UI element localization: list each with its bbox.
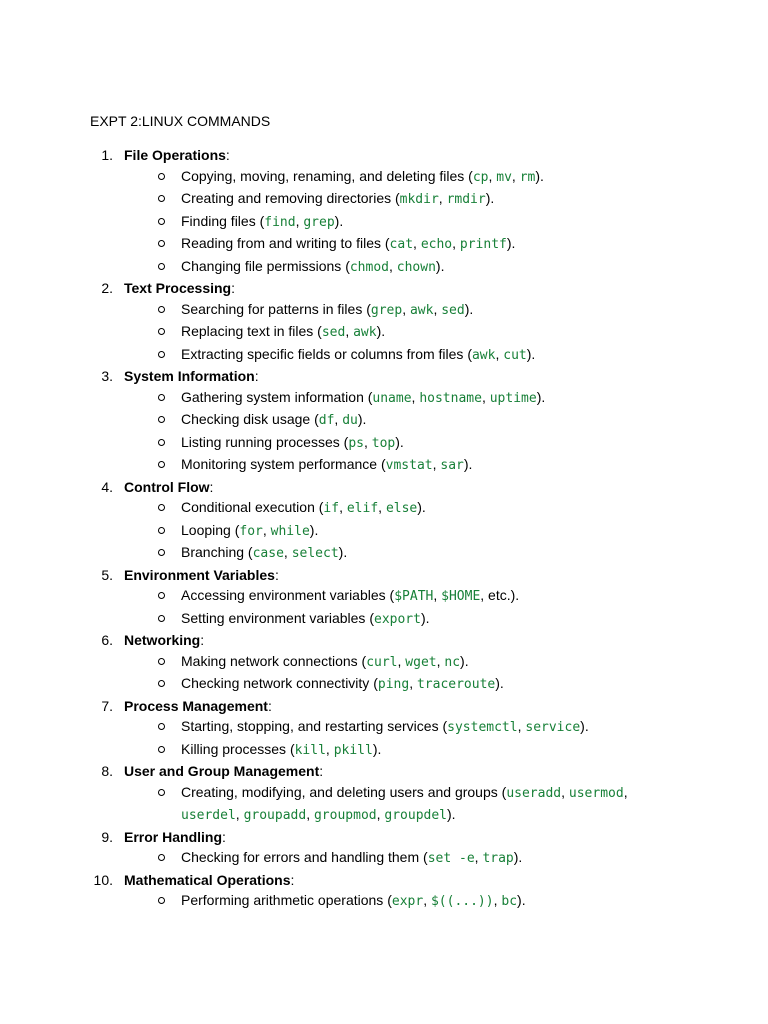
document-title: EXPT 2:LINUX COMMANDS	[90, 113, 271, 129]
hollow-circle-bullet-icon	[0, 782, 181, 804]
command-code: nc	[444, 654, 461, 670]
text-segment: ,	[334, 411, 343, 427]
text-segment: ,	[481, 388, 490, 405]
hollow-circle-bullet-icon	[0, 432, 181, 454]
hollow-circle-bullet-icon	[0, 256, 181, 278]
command-code: ps	[348, 435, 364, 451]
list-item	[0, 542, 768, 565]
list-item-text	[181, 432, 641, 455]
text-segment: Starting, stopping, and restarting services (	[181, 718, 448, 734]
text-segment: Checking for errors and handling them (	[181, 849, 428, 865]
list-item-text	[181, 716, 641, 739]
list-item	[0, 432, 768, 455]
text-segment: ,	[511, 167, 520, 184]
hollow-circle-bullet-icon	[0, 585, 181, 607]
text-segment: ,	[295, 212, 304, 229]
text-segment: ).	[334, 212, 344, 229]
section-title: Networking	[124, 632, 201, 648]
command-code: chmod	[349, 259, 389, 275]
list-item-text	[181, 299, 641, 322]
text-segment: ).	[460, 652, 469, 669]
command-code: wget	[405, 654, 437, 670]
text-segment: ,	[378, 499, 386, 515]
text-segment: ).	[420, 609, 430, 626]
list-item	[0, 233, 768, 256]
text-segment: Gathering system information (	[181, 388, 373, 405]
text-segment: Reading from and writing to files (	[181, 235, 390, 251]
list-item	[0, 256, 768, 279]
outline-section	[0, 761, 768, 827]
text-segment: ,	[339, 499, 347, 515]
text-segment: Monitoring system performance (	[181, 456, 386, 472]
section-number: 1.	[101, 147, 113, 163]
command-code: sar	[440, 458, 464, 473]
sub-list	[0, 166, 768, 279]
section-heading	[0, 696, 768, 717]
text-segment: , etc.).	[480, 587, 520, 603]
text-segment: ,	[495, 345, 504, 362]
hollow-circle-bullet-icon	[0, 454, 181, 476]
numbered-outline	[0, 145, 768, 913]
list-item-text	[181, 454, 641, 477]
text-segment: ).	[513, 849, 523, 865]
section-title: Control Flow	[124, 478, 210, 495]
command-code: hostname	[419, 390, 482, 406]
list-item-text	[181, 890, 641, 913]
command-code: groupadd	[243, 808, 307, 823]
list-item-text	[181, 321, 641, 344]
text-segment: Listing running processes (	[181, 433, 349, 450]
text-segment: ,	[397, 652, 406, 669]
section-title: File Operations	[124, 147, 226, 163]
command-code: grep	[303, 214, 335, 230]
hollow-circle-bullet-icon	[0, 608, 181, 630]
outline-section	[0, 696, 768, 762]
hollow-circle-bullet-icon	[0, 321, 181, 343]
list-item-text	[181, 608, 641, 631]
command-code: du	[342, 413, 358, 428]
section-heading	[0, 827, 768, 848]
hollow-circle-bullet-icon	[0, 188, 181, 210]
text-segment: ).	[357, 411, 367, 427]
list-item-text	[181, 520, 641, 543]
command-code: trap	[482, 851, 514, 866]
command-code: for	[239, 523, 263, 539]
command-code: cat	[389, 237, 414, 252]
text-segment: ,	[438, 190, 447, 206]
section-heading	[0, 761, 768, 782]
section-title: Process Management	[124, 697, 268, 714]
text-segment: ,	[488, 167, 497, 184]
command-code: grep	[370, 302, 403, 318]
section-title: Text Processing	[124, 280, 232, 296]
list-item-text	[181, 651, 641, 674]
section-number: 7.	[101, 697, 113, 714]
command-code: top	[371, 435, 396, 451]
command-code: useradd	[506, 785, 562, 801]
section-number: 4.	[101, 478, 113, 495]
text-segment: ,	[402, 300, 410, 317]
text-segment: Looping (	[181, 521, 240, 538]
list-item	[0, 299, 768, 322]
section-heading	[0, 565, 768, 586]
list-item-text	[181, 782, 641, 827]
text-segment: ).	[506, 235, 516, 251]
list-item-text	[181, 542, 641, 565]
text-segment: Copying, moving, renaming, and deleting files (	[181, 167, 473, 184]
text-segment: Creating, modifying, and deleting users and groups (	[181, 783, 507, 800]
command-code: pkill	[333, 742, 373, 758]
title-colon: :	[225, 147, 230, 163]
list-item	[0, 651, 768, 674]
text-segment: Accessing environment variables (	[181, 587, 395, 603]
title-colon: :	[209, 478, 214, 495]
hollow-circle-bullet-icon	[0, 497, 181, 519]
text-segment: ,	[493, 892, 502, 908]
outline-section	[0, 278, 768, 366]
title-colon: :	[200, 632, 205, 648]
text-segment: ).	[435, 257, 445, 274]
command-code: df	[318, 413, 335, 428]
command-code: rmdir	[446, 192, 486, 207]
text-segment: ,	[389, 257, 397, 274]
command-code: uname	[372, 390, 412, 406]
sub-list	[0, 497, 768, 565]
list-item	[0, 188, 768, 211]
section-number: 2.	[101, 280, 113, 296]
text-segment: ).	[526, 345, 536, 362]
command-code: systemctl	[447, 720, 518, 735]
text-segment: ).	[463, 456, 473, 472]
command-code: awk	[409, 302, 434, 318]
outline-section	[0, 477, 768, 565]
text-segment: ,	[436, 652, 445, 669]
list-item	[0, 454, 768, 477]
command-code: groupdel	[384, 808, 448, 823]
command-code: bc	[501, 894, 518, 909]
command-code: rm	[519, 169, 536, 185]
text-segment: ).	[535, 167, 544, 184]
text-segment: ,	[345, 323, 354, 339]
text-segment: Making network connections (	[181, 652, 367, 669]
hollow-circle-bullet-icon	[0, 520, 181, 542]
text-segment: ).	[580, 718, 589, 734]
outline-section	[0, 630, 768, 696]
text-segment: ).	[376, 323, 386, 339]
list-item	[0, 321, 768, 344]
command-code: expr	[391, 894, 424, 909]
command-code: usermod	[568, 785, 624, 801]
section-heading	[0, 477, 768, 498]
command-code: ping	[377, 677, 410, 692]
text-segment: ,	[235, 806, 244, 822]
list-item-text	[181, 847, 641, 870]
command-code: cp	[472, 169, 489, 185]
section-heading	[0, 630, 768, 651]
command-code: kill	[294, 742, 326, 758]
text-segment: Searching for patterns in files (	[181, 300, 371, 317]
list-item-text	[181, 256, 641, 279]
sub-list	[0, 651, 768, 696]
section-title: Error Handling	[124, 828, 223, 845]
hollow-circle-bullet-icon	[0, 890, 181, 912]
list-item-text	[181, 387, 641, 410]
command-code: curl	[366, 654, 398, 670]
list-item-text	[181, 166, 641, 189]
command-code: if	[323, 501, 340, 516]
list-item	[0, 344, 768, 367]
command-code: find	[264, 214, 296, 230]
command-code: groupmod	[313, 808, 377, 823]
command-code: awk	[353, 325, 377, 340]
command-code: elif	[346, 501, 379, 516]
section-number: 6.	[101, 632, 113, 648]
command-code: sed	[321, 325, 346, 340]
list-item-text	[181, 211, 641, 234]
title-colon: :	[319, 763, 324, 779]
title-colon: :	[231, 280, 236, 296]
text-segment: Checking network connectivity (	[181, 675, 378, 691]
text-segment: Killing processes (	[181, 740, 295, 757]
hollow-circle-bullet-icon	[0, 409, 181, 431]
list-item-text	[181, 739, 641, 762]
command-code: traceroute	[416, 677, 496, 692]
command-code: $PATH	[394, 589, 434, 604]
hollow-circle-bullet-icon	[0, 166, 181, 188]
text-segment: ,	[413, 235, 421, 251]
sub-list	[0, 716, 768, 761]
text-segment: ).	[464, 300, 474, 317]
text-segment: Setting environment variables (	[181, 609, 374, 626]
text-segment: ).	[517, 892, 526, 908]
section-title: User and Group Management	[124, 763, 320, 779]
command-code: vmstat	[385, 458, 433, 473]
list-item	[0, 608, 768, 631]
section-title: Environment Variables	[124, 566, 275, 583]
text-segment: ,	[432, 456, 441, 472]
text-segment: ,	[411, 388, 420, 405]
sub-list	[0, 847, 768, 870]
list-item-text	[181, 409, 641, 432]
hollow-circle-bullet-icon	[0, 651, 181, 673]
text-segment: ,	[623, 783, 628, 800]
text-segment: ).	[495, 675, 504, 691]
command-code: export	[374, 611, 421, 627]
title-colon: :	[267, 697, 272, 714]
command-code: echo	[420, 237, 453, 252]
text-segment: Creating and removing directories (	[181, 190, 400, 206]
command-code: awk	[471, 347, 496, 363]
command-code: service	[525, 720, 581, 735]
hollow-circle-bullet-icon	[0, 387, 181, 409]
text-segment: ,	[325, 740, 334, 757]
text-segment: ,	[306, 806, 314, 822]
outline-section	[0, 145, 768, 278]
hollow-circle-bullet-icon	[0, 673, 181, 695]
hollow-circle-bullet-icon	[0, 299, 181, 321]
list-item	[0, 166, 768, 189]
text-segment: Checking disk usage (	[181, 411, 319, 427]
command-code: chown	[396, 259, 436, 275]
outline-section	[0, 870, 768, 913]
command-code: userdel	[181, 808, 236, 823]
command-code: set -e	[427, 851, 475, 866]
sub-list	[0, 299, 768, 367]
list-item	[0, 673, 768, 696]
command-code: uptime	[489, 390, 537, 406]
text-segment: ).	[395, 433, 404, 450]
sub-list	[0, 585, 768, 630]
list-item-text	[181, 233, 641, 256]
text-segment: ,	[363, 433, 372, 450]
title-colon: :	[222, 828, 226, 845]
text-segment: ,	[517, 718, 526, 734]
command-code: $HOME	[441, 589, 481, 604]
text-segment: ,	[283, 544, 292, 560]
text-segment: ,	[423, 892, 431, 908]
command-code: case	[252, 546, 284, 561]
list-item-text	[181, 673, 641, 696]
text-segment: ,	[262, 521, 271, 538]
section-heading	[0, 278, 768, 299]
command-code: printf	[459, 237, 507, 252]
section-title: System Information	[124, 368, 255, 384]
command-code: else	[385, 501, 418, 516]
text-segment: ).	[338, 544, 348, 560]
text-segment: ).	[372, 740, 382, 757]
text-segment: ,	[433, 587, 442, 603]
section-number: 5.	[101, 566, 113, 583]
command-code: select	[291, 546, 339, 561]
text-segment: Extracting specific fields or columns from files (	[181, 345, 472, 362]
command-code: mkdir	[399, 192, 439, 207]
section-heading	[0, 870, 768, 891]
text-segment: Replacing text in files (	[181, 323, 322, 339]
command-code: sed	[441, 302, 465, 318]
text-segment: ,	[376, 806, 385, 822]
title-colon: :	[274, 566, 279, 583]
outline-section	[0, 827, 768, 870]
section-title: Mathematical Operations	[124, 871, 291, 888]
command-code: while	[270, 523, 310, 539]
section-number: 9.	[101, 828, 113, 845]
hollow-circle-bullet-icon	[0, 739, 181, 761]
sub-list	[0, 890, 768, 913]
text-segment: ,	[561, 783, 569, 800]
text-segment: ,	[452, 235, 460, 251]
command-code: $((...))	[430, 894, 494, 909]
text-segment: ).	[309, 521, 319, 538]
title-colon: :	[290, 871, 295, 888]
list-item	[0, 847, 768, 870]
hollow-circle-bullet-icon	[0, 211, 181, 233]
command-code: cut	[503, 347, 527, 363]
text-segment: Performing arithmetic operations (	[181, 892, 392, 908]
section-heading	[0, 366, 768, 387]
title-colon: :	[254, 368, 259, 384]
hollow-circle-bullet-icon	[0, 542, 181, 564]
text-segment: Changing file permissions (	[181, 257, 350, 274]
list-item	[0, 716, 768, 739]
list-item	[0, 387, 768, 410]
section-heading	[0, 145, 768, 166]
list-item	[0, 739, 768, 762]
text-segment: ,	[409, 675, 417, 691]
list-item-text	[181, 344, 641, 367]
outline-section	[0, 565, 768, 631]
hollow-circle-bullet-icon	[0, 233, 181, 255]
section-number: 3.	[101, 368, 113, 384]
list-item-text	[181, 188, 641, 211]
list-item-text	[181, 497, 641, 520]
list-item-text	[181, 585, 641, 608]
section-number: 10.	[93, 871, 113, 888]
outline-section	[0, 366, 768, 477]
list-item	[0, 409, 768, 432]
text-segment: ).	[485, 190, 495, 206]
list-item	[0, 782, 768, 827]
list-item	[0, 890, 768, 913]
text-segment: ,	[433, 300, 442, 317]
sub-list	[0, 387, 768, 477]
section-number: 8.	[101, 763, 113, 779]
text-segment: Conditional execution (	[181, 499, 324, 515]
hollow-circle-bullet-icon	[0, 344, 181, 366]
hollow-circle-bullet-icon	[0, 847, 181, 869]
text-segment: ,	[474, 849, 483, 865]
list-item	[0, 520, 768, 543]
list-item	[0, 497, 768, 520]
text-segment: ).	[447, 806, 456, 822]
sub-list	[0, 782, 768, 827]
list-item	[0, 211, 768, 234]
text-segment: ).	[417, 499, 426, 515]
hollow-circle-bullet-icon	[0, 716, 181, 738]
text-segment: ).	[536, 388, 546, 405]
text-segment: Branching (	[181, 544, 253, 560]
list-item	[0, 585, 768, 608]
text-segment: Finding files (	[181, 212, 265, 229]
command-code: mv	[496, 169, 512, 185]
